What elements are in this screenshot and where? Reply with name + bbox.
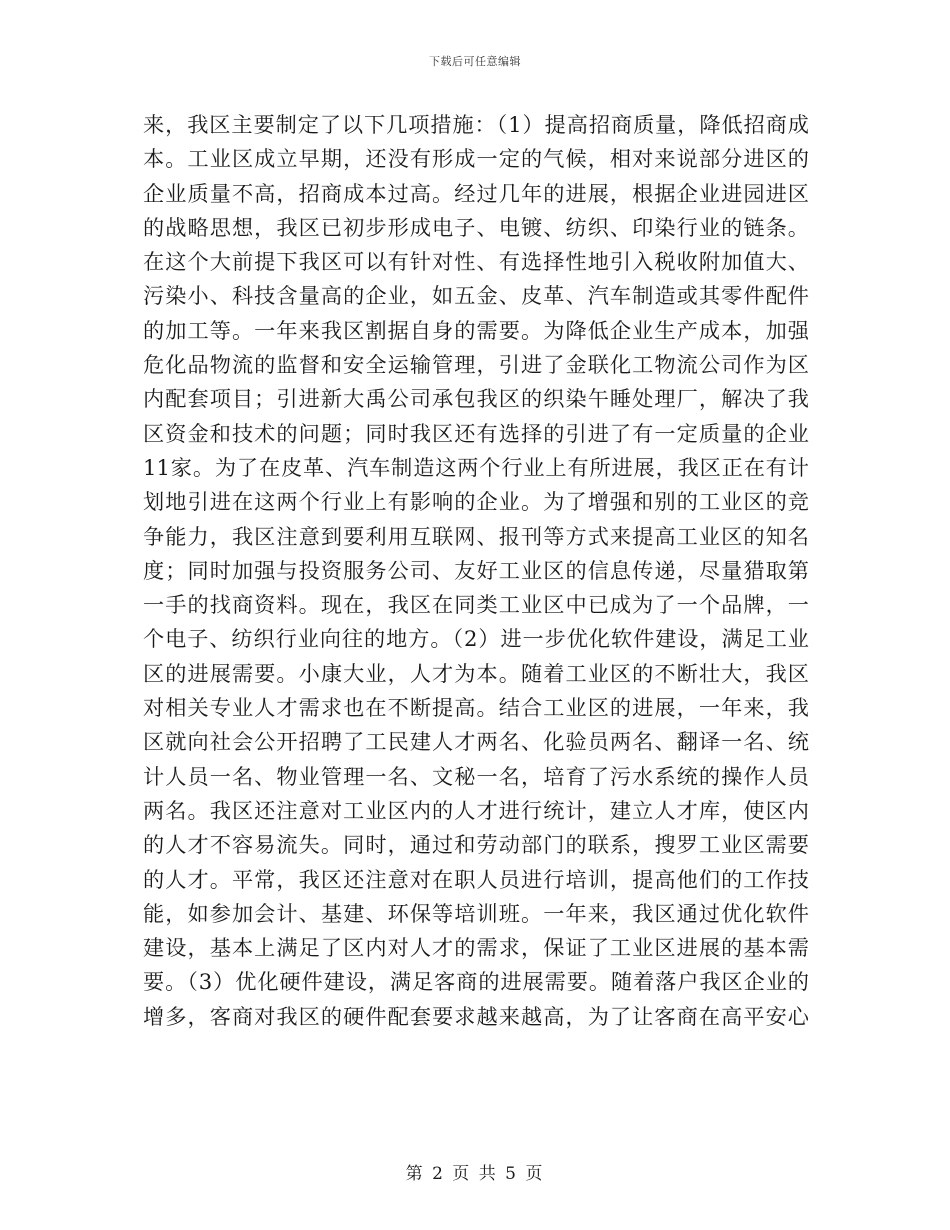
text-line: 区就向社会公开招聘了工民建人才两名、化验员两名、翻译一名、统 [143, 729, 809, 755]
text-line: 一手的找商资料。现在，我区在同类工业区中已成为了一个品牌，一 [143, 592, 809, 618]
text-line: 污染小、科技含量高的企业，如五金、皮革、汽车制造或其零件配件 [143, 283, 809, 309]
text-line: 的加工等。一年来我区割据自身的需要。为降低企业生产成本，加强 [143, 317, 809, 343]
text-line: 增多，客商对我区的硬件配套要求越来越高，为了让客商在高平安心 [143, 1003, 809, 1029]
page-number-footer: 第 2 页 共 5 页 [405, 1164, 545, 1184]
text-line: 区资金和技术的问题；同时我区还有选择的引进了有一定质量的企业 [143, 420, 809, 446]
text-line: 区的进展需要。小康大业，人才为本。随着工业区的不断壮大，我区 [143, 660, 809, 686]
text-line: 度；同时加强与投资服务公司、友好工业区的信息传递，尽量猎取第 [143, 557, 809, 583]
text-line: 的战略思想，我区已初步形成电子、电镀、纺织、印染行业的链条。 [143, 214, 809, 240]
text-line: 11家。为了在皮革、汽车制造这两个行业上有所进展，我区正在有计 [143, 454, 809, 480]
text-line: 本。工业区成立早期，还没有形成一定的气候，相对来说部分进区的 [143, 146, 809, 172]
text-line: 划地引进在这两个行业上有影响的企业。为了增强和别的工业区的竞 [143, 489, 809, 515]
text-line: 对相关专业人才需求也在不断提高。结合工业区的进展，一年来，我 [143, 695, 809, 721]
body-paragraph [143, 108, 809, 1034]
text-line: 来，我区主要制定了以下几项措施：（1）提高招商质量，降低招商成 [143, 112, 809, 137]
text-line: 建设，基本上满足了区内对人才的需求，保证了工业区进展的基本需 [143, 935, 809, 961]
text-line: 个电子、纺织行业向往的地方。（2）进一步优化软件建设，满足工业 [143, 626, 809, 652]
text-line: 争能力，我区注意到要利用互联网、报刊等方式来提高工业区的知名 [143, 523, 809, 549]
text-line: 在这个大前提下我区可以有针对性、有选择性地引入税收附加值大、 [143, 249, 809, 275]
text-line: 的人才不容易流失。同时，通过和劳动部门的联系，搜罗工业区需要 [143, 832, 809, 858]
text-line: 危化品物流的监督和安全运输管理，引进了金联化工物流公司作为区 [143, 352, 809, 378]
page-header: 下载后可任意编辑 [429, 55, 521, 68]
text-line: 的人才。平常，我区还注意对在职人员进行培训，提高他们的工作技 [143, 866, 809, 892]
text-line: 内配套项目；引进新大禹公司承包我区的织染午睡处理厂，解决了我 [143, 386, 809, 412]
text-line: 要。（3）优化硬件建设，满足客商的进展需要。随着落户我区企业的 [143, 969, 809, 995]
text-line: 企业质量不高，招商成本过高。经过几年的进展，根据企业进园进区 [143, 180, 809, 206]
text-line: 两名。我区还注意对工业区内的人才进行统计，建立人才库，使区内 [143, 797, 809, 823]
text-line: 计人员一名、物业管理一名、文秘一名，培育了污水系统的操作人员 [143, 763, 809, 789]
text-line: 能，如参加会计、基建、环保等培训班。一年来，我区通过优化软件 [143, 900, 809, 926]
